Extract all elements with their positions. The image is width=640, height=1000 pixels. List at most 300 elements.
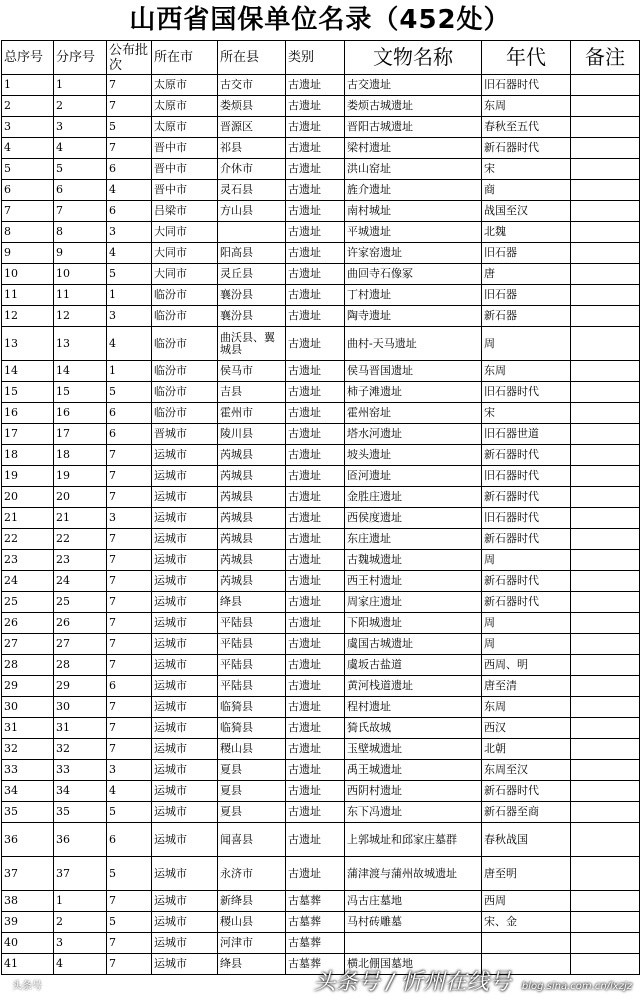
cell-county: 芮城县 — [218, 571, 286, 592]
cell-county: 绛县 — [218, 954, 286, 975]
cell-sub-no: 29 — [54, 676, 107, 697]
cell-city: 运城市 — [152, 466, 218, 487]
table-row — [2, 508, 640, 529]
cell-era: 东周 — [482, 96, 571, 117]
cell-notes — [571, 487, 640, 508]
cell-sub-no: 27 — [54, 634, 107, 655]
cell-relic-name: 西王村遗址 — [345, 571, 482, 592]
cell-sub-no: 4 — [54, 954, 107, 975]
cell-total-no: 41 — [2, 954, 54, 975]
table-row — [2, 327, 640, 361]
cell-relic-name: 东下冯遗址 — [345, 802, 482, 823]
cell-era: 商 — [482, 180, 571, 201]
cell-county: 平陆县 — [218, 655, 286, 676]
cell-category: 古遗址 — [286, 781, 345, 802]
cell-relic-name: 下阳城遗址 — [345, 613, 482, 634]
cell-notes — [571, 933, 640, 954]
cell-batch: 5 — [107, 912, 152, 933]
watermark — [313, 965, 632, 996]
cell-era: 西周、明 — [482, 655, 571, 676]
table-row — [2, 718, 640, 739]
cell-sub-no: 16 — [54, 403, 107, 424]
cell-batch: 7 — [107, 75, 152, 96]
cell-notes — [571, 718, 640, 739]
cell-city: 晋中市 — [152, 180, 218, 201]
cell-batch: 7 — [107, 718, 152, 739]
cell-notes — [571, 760, 640, 781]
table-row — [2, 802, 640, 823]
cell-city: 运城市 — [152, 781, 218, 802]
cell-relic-name: 横北倗国墓地 — [345, 954, 482, 975]
cell-county: 方山县 — [218, 201, 286, 222]
cell-total-no: 36 — [2, 823, 54, 857]
cell-city: 运城市 — [152, 655, 218, 676]
cell-notes — [571, 781, 640, 802]
cell-county: 芮城县 — [218, 550, 286, 571]
cell-notes — [571, 697, 640, 718]
cell-sub-no: 23 — [54, 550, 107, 571]
cell-category: 古遗址 — [286, 634, 345, 655]
cell-city: 运城市 — [152, 857, 218, 891]
table-row — [2, 487, 640, 508]
cell-batch: 7 — [107, 697, 152, 718]
cell-sub-no: 14 — [54, 361, 107, 382]
cell-county: 霍州市 — [218, 403, 286, 424]
cell-total-no: 6 — [2, 180, 54, 201]
cell-notes — [571, 75, 640, 96]
cell-total-no: 38 — [2, 891, 54, 912]
cell-relic-name: 冯古庄墓地 — [345, 891, 482, 912]
cell-city: 运城市 — [152, 487, 218, 508]
cell-category: 古墓葬 — [286, 933, 345, 954]
cell-era: 东周 — [482, 697, 571, 718]
cell-era: 唐至明 — [482, 857, 571, 891]
table-row — [2, 466, 640, 487]
cell-relic-name: 西阴村遗址 — [345, 781, 482, 802]
cell-sub-no: 22 — [54, 529, 107, 550]
cell-total-no: 11 — [2, 285, 54, 306]
cell-city: 临汾市 — [152, 327, 218, 361]
table-row — [2, 613, 640, 634]
cell-notes — [571, 222, 640, 243]
cell-county: 芮城县 — [218, 445, 286, 466]
cell-sub-no: 1 — [54, 891, 107, 912]
cell-era: 东周至汉 — [482, 760, 571, 781]
cell-sub-no: 1 — [54, 75, 107, 96]
cell-notes — [571, 285, 640, 306]
cell-relic-name: 古交遗址 — [345, 75, 482, 96]
cell-relic-name: 玉壁城遗址 — [345, 739, 482, 760]
cell-category: 古遗址 — [286, 508, 345, 529]
cell-total-no: 3 — [2, 117, 54, 138]
cell-notes — [571, 571, 640, 592]
cell-sub-no: 17 — [54, 424, 107, 445]
table-row — [2, 571, 640, 592]
cell-category: 古遗址 — [286, 306, 345, 327]
cell-sub-no: 32 — [54, 739, 107, 760]
cell-era: 春秋战国 — [482, 823, 571, 857]
cell-county: 夏县 — [218, 781, 286, 802]
cell-category: 古遗址 — [286, 760, 345, 781]
table-row — [2, 823, 640, 857]
table-row — [2, 857, 640, 891]
table-row — [2, 424, 640, 445]
heritage-table — [1, 40, 640, 975]
cell-county: 芮城县 — [218, 508, 286, 529]
cell-relic-name: 侯马晋国遗址 — [345, 361, 482, 382]
cell-batch: 5 — [107, 802, 152, 823]
cell-notes — [571, 857, 640, 891]
cell-category: 古遗址 — [286, 361, 345, 382]
cell-relic-name: 匼河遗址 — [345, 466, 482, 487]
cell-total-no: 22 — [2, 529, 54, 550]
cell-total-no: 8 — [2, 222, 54, 243]
cell-era: 新石器至商 — [482, 802, 571, 823]
table-row — [2, 739, 640, 760]
cell-sub-no: 9 — [54, 243, 107, 264]
cell-batch: 6 — [107, 676, 152, 697]
cell-sub-no: 24 — [54, 571, 107, 592]
cell-total-no: 35 — [2, 802, 54, 823]
cell-notes — [571, 891, 640, 912]
cell-notes — [571, 592, 640, 613]
cell-batch: 7 — [107, 613, 152, 634]
cell-era: 新石器 — [482, 306, 571, 327]
cell-county: 娄烦县 — [218, 96, 286, 117]
cell-category: 古遗址 — [286, 159, 345, 180]
header-total-no: 总序号 — [2, 41, 54, 75]
cell-total-no: 27 — [2, 634, 54, 655]
cell-category: 古遗址 — [286, 676, 345, 697]
cell-category: 古遗址 — [286, 96, 345, 117]
cell-relic-name: 猗氏故城 — [345, 718, 482, 739]
watermark-text: 头条号 / 忻州在线号 — [313, 970, 511, 995]
cell-sub-no: 37 — [54, 857, 107, 891]
cell-category: 古遗址 — [286, 655, 345, 676]
header-category: 类别 — [286, 41, 345, 75]
cell-era — [482, 933, 571, 954]
cell-era: 东周 — [482, 361, 571, 382]
cell-category: 古遗址 — [286, 243, 345, 264]
cell-era: 周 — [482, 550, 571, 571]
cell-city: 运城市 — [152, 802, 218, 823]
cell-category: 古遗址 — [286, 571, 345, 592]
cell-sub-no: 18 — [54, 445, 107, 466]
cell-relic-name: 柿子滩遗址 — [345, 382, 482, 403]
cell-batch: 6 — [107, 424, 152, 445]
cell-batch: 7 — [107, 891, 152, 912]
cell-sub-no: 34 — [54, 781, 107, 802]
cell-total-no: 16 — [2, 403, 54, 424]
header-city: 所在市 — [152, 41, 218, 75]
cell-category: 古遗址 — [286, 285, 345, 306]
cell-city: 运城市 — [152, 823, 218, 857]
cell-era: 新石器时代 — [482, 781, 571, 802]
cell-total-no: 21 — [2, 508, 54, 529]
cell-total-no: 23 — [2, 550, 54, 571]
table-row — [2, 285, 640, 306]
cell-batch: 7 — [107, 466, 152, 487]
cell-category: 古遗址 — [286, 529, 345, 550]
cell-batch: 3 — [107, 222, 152, 243]
cell-category: 古遗址 — [286, 550, 345, 571]
cell-city: 运城市 — [152, 445, 218, 466]
table-row — [2, 655, 640, 676]
cell-total-no: 29 — [2, 676, 54, 697]
cell-sub-no: 5 — [54, 159, 107, 180]
cell-batch: 6 — [107, 403, 152, 424]
cell-total-no: 17 — [2, 424, 54, 445]
cell-batch: 5 — [107, 382, 152, 403]
header-notes: 备注 — [571, 41, 640, 75]
cell-total-no: 25 — [2, 592, 54, 613]
cell-notes — [571, 613, 640, 634]
cell-notes — [571, 550, 640, 571]
cell-city: 临汾市 — [152, 361, 218, 382]
cell-total-no: 28 — [2, 655, 54, 676]
table-header — [2, 41, 640, 75]
cell-county: 临猗县 — [218, 697, 286, 718]
header-relic-name: 文物名称 — [345, 41, 482, 75]
cell-total-no: 10 — [2, 264, 54, 285]
cell-sub-no: 30 — [54, 697, 107, 718]
cell-relic-name: 陶寺遗址 — [345, 306, 482, 327]
cell-era: 战国至汉 — [482, 201, 571, 222]
cell-notes — [571, 361, 640, 382]
cell-sub-no: 28 — [54, 655, 107, 676]
header-county: 所在县 — [218, 41, 286, 75]
cell-category: 古遗址 — [286, 75, 345, 96]
cell-notes — [571, 676, 640, 697]
cell-batch: 7 — [107, 96, 152, 117]
cell-total-no: 14 — [2, 361, 54, 382]
cell-category: 古遗址 — [286, 327, 345, 361]
cell-relic-name: 塔水河遗址 — [345, 424, 482, 445]
cell-sub-no: 4 — [54, 138, 107, 159]
cell-category: 古遗址 — [286, 424, 345, 445]
cell-city: 运城市 — [152, 912, 218, 933]
cell-county: 陵川县 — [218, 424, 286, 445]
cell-era: 宋 — [482, 159, 571, 180]
cell-county: 晋源区 — [218, 117, 286, 138]
cell-county: 芮城县 — [218, 466, 286, 487]
cell-category: 古遗址 — [286, 613, 345, 634]
cell-category: 古遗址 — [286, 802, 345, 823]
cell-county: 芮城县 — [218, 487, 286, 508]
cell-sub-no: 2 — [54, 96, 107, 117]
cell-sub-no: 6 — [54, 180, 107, 201]
cell-notes — [571, 655, 640, 676]
cell-batch: 3 — [107, 306, 152, 327]
cell-relic-name: 程村遗址 — [345, 697, 482, 718]
cell-relic-name: 梁村遗址 — [345, 138, 482, 159]
cell-sub-no: 3 — [54, 117, 107, 138]
cell-batch: 7 — [107, 571, 152, 592]
cell-notes — [571, 382, 640, 403]
cell-total-no: 7 — [2, 201, 54, 222]
cell-county: 永济市 — [218, 857, 286, 891]
cell-relic-name: 马村砖雕墓 — [345, 912, 482, 933]
cell-sub-no: 2 — [54, 912, 107, 933]
cell-county: 灵丘县 — [218, 264, 286, 285]
cell-county: 侯马市 — [218, 361, 286, 382]
cell-notes — [571, 96, 640, 117]
cell-total-no: 1 — [2, 75, 54, 96]
cell-city: 晋城市 — [152, 424, 218, 445]
cell-era: 旧石器时代 — [482, 508, 571, 529]
cell-relic-name: 平城遗址 — [345, 222, 482, 243]
cell-city: 大同市 — [152, 222, 218, 243]
cell-category: 古墓葬 — [286, 954, 345, 975]
cell-notes — [571, 264, 640, 285]
cell-county — [218, 222, 286, 243]
cell-total-no: 2 — [2, 96, 54, 117]
cell-county: 阳高县 — [218, 243, 286, 264]
cell-city: 太原市 — [152, 75, 218, 96]
cell-era: 唐至清 — [482, 676, 571, 697]
watermark-left: 头条号 — [12, 981, 42, 992]
cell-batch: 7 — [107, 739, 152, 760]
cell-county: 襄汾县 — [218, 285, 286, 306]
cell-notes — [571, 243, 640, 264]
cell-era: 新石器时代 — [482, 445, 571, 466]
cell-category: 古遗址 — [286, 117, 345, 138]
cell-sub-no: 3 — [54, 933, 107, 954]
cell-relic-name: 蒲津渡与蒲州故城遗址 — [345, 857, 482, 891]
cell-batch: 7 — [107, 954, 152, 975]
cell-category: 古遗址 — [286, 823, 345, 857]
cell-city: 运城市 — [152, 592, 218, 613]
cell-era: 旧石器 — [482, 285, 571, 306]
cell-batch: 1 — [107, 361, 152, 382]
cell-era: 周 — [482, 327, 571, 361]
cell-sub-no: 19 — [54, 466, 107, 487]
cell-batch: 3 — [107, 508, 152, 529]
cell-sub-no: 26 — [54, 613, 107, 634]
cell-relic-name: 禹王城遗址 — [345, 760, 482, 781]
cell-county: 灵石县 — [218, 180, 286, 201]
table-row — [2, 760, 640, 781]
watermark-url: blog.sina.com.cn/lxzjz — [521, 981, 632, 992]
cell-category: 古遗址 — [286, 201, 345, 222]
cell-category: 古遗址 — [286, 445, 345, 466]
cell-county: 闻喜县 — [218, 823, 286, 857]
table-row — [2, 676, 640, 697]
cell-city: 运城市 — [152, 676, 218, 697]
cell-sub-no: 25 — [54, 592, 107, 613]
cell-batch: 4 — [107, 327, 152, 361]
cell-relic-name: 丁村遗址 — [345, 285, 482, 306]
cell-batch: 6 — [107, 159, 152, 180]
cell-city: 运城市 — [152, 697, 218, 718]
cell-notes — [571, 739, 640, 760]
cell-notes — [571, 117, 640, 138]
cell-total-no: 32 — [2, 739, 54, 760]
cell-era: 新石器时代 — [482, 138, 571, 159]
cell-total-no: 31 — [2, 718, 54, 739]
cell-era: 新石器时代 — [482, 592, 571, 613]
cell-relic-name — [345, 933, 482, 954]
cell-sub-no: 35 — [54, 802, 107, 823]
table-row — [2, 361, 640, 382]
table-row — [2, 912, 640, 933]
table-row — [2, 222, 640, 243]
table-row — [2, 781, 640, 802]
cell-notes — [571, 403, 640, 424]
cell-batch: 7 — [107, 933, 152, 954]
table-row — [2, 201, 640, 222]
table-row — [2, 891, 640, 912]
cell-category: 古遗址 — [286, 697, 345, 718]
cell-notes — [571, 508, 640, 529]
page-title: 山西省国保单位名录（452处） — [129, 5, 511, 35]
cell-county: 曲沃县、翼城县 — [218, 327, 286, 361]
cell-era: 春秋至五代 — [482, 117, 571, 138]
cell-notes — [571, 634, 640, 655]
header-batch: 公布批次 — [107, 41, 152, 75]
cell-city: 运城市 — [152, 571, 218, 592]
cell-county: 平陆县 — [218, 634, 286, 655]
cell-county: 襄汾县 — [218, 306, 286, 327]
cell-city: 晋中市 — [152, 159, 218, 180]
cell-notes — [571, 180, 640, 201]
cell-relic-name: 曲村-天马遗址 — [345, 327, 482, 361]
table-row — [2, 634, 640, 655]
cell-batch: 5 — [107, 857, 152, 891]
cell-sub-no: 31 — [54, 718, 107, 739]
cell-notes — [571, 201, 640, 222]
table-row — [2, 96, 640, 117]
table-row — [2, 243, 640, 264]
cell-era: 唐 — [482, 264, 571, 285]
cell-category: 古遗址 — [286, 382, 345, 403]
cell-total-no: 4 — [2, 138, 54, 159]
cell-county: 吉县 — [218, 382, 286, 403]
cell-era: 旧石器 — [482, 243, 571, 264]
cell-notes — [571, 529, 640, 550]
cell-category: 古墓葬 — [286, 912, 345, 933]
cell-county: 临猗县 — [218, 718, 286, 739]
table-row — [2, 117, 640, 138]
cell-category: 古遗址 — [286, 180, 345, 201]
table-row — [2, 180, 640, 201]
cell-county: 夏县 — [218, 802, 286, 823]
cell-category: 古遗址 — [286, 487, 345, 508]
cell-sub-no: 11 — [54, 285, 107, 306]
cell-city: 晋中市 — [152, 138, 218, 159]
header-era: 年代 — [482, 41, 571, 75]
cell-notes — [571, 466, 640, 487]
cell-relic-name: 旌介遗址 — [345, 180, 482, 201]
cell-relic-name: 黄河栈道遗址 — [345, 676, 482, 697]
table-row — [2, 138, 640, 159]
cell-notes — [571, 802, 640, 823]
cell-category: 古遗址 — [286, 857, 345, 891]
cell-total-no: 39 — [2, 912, 54, 933]
cell-city: 吕梁市 — [152, 201, 218, 222]
cell-city: 大同市 — [152, 243, 218, 264]
table-row — [2, 529, 640, 550]
cell-sub-no: 36 — [54, 823, 107, 857]
cell-county: 芮城县 — [218, 529, 286, 550]
cell-era: 周 — [482, 634, 571, 655]
header-sub-no: 分序号 — [54, 41, 107, 75]
table-row — [2, 159, 640, 180]
table-row — [2, 933, 640, 954]
cell-total-no: 37 — [2, 857, 54, 891]
cell-city: 运城市 — [152, 954, 218, 975]
table-row — [2, 592, 640, 613]
